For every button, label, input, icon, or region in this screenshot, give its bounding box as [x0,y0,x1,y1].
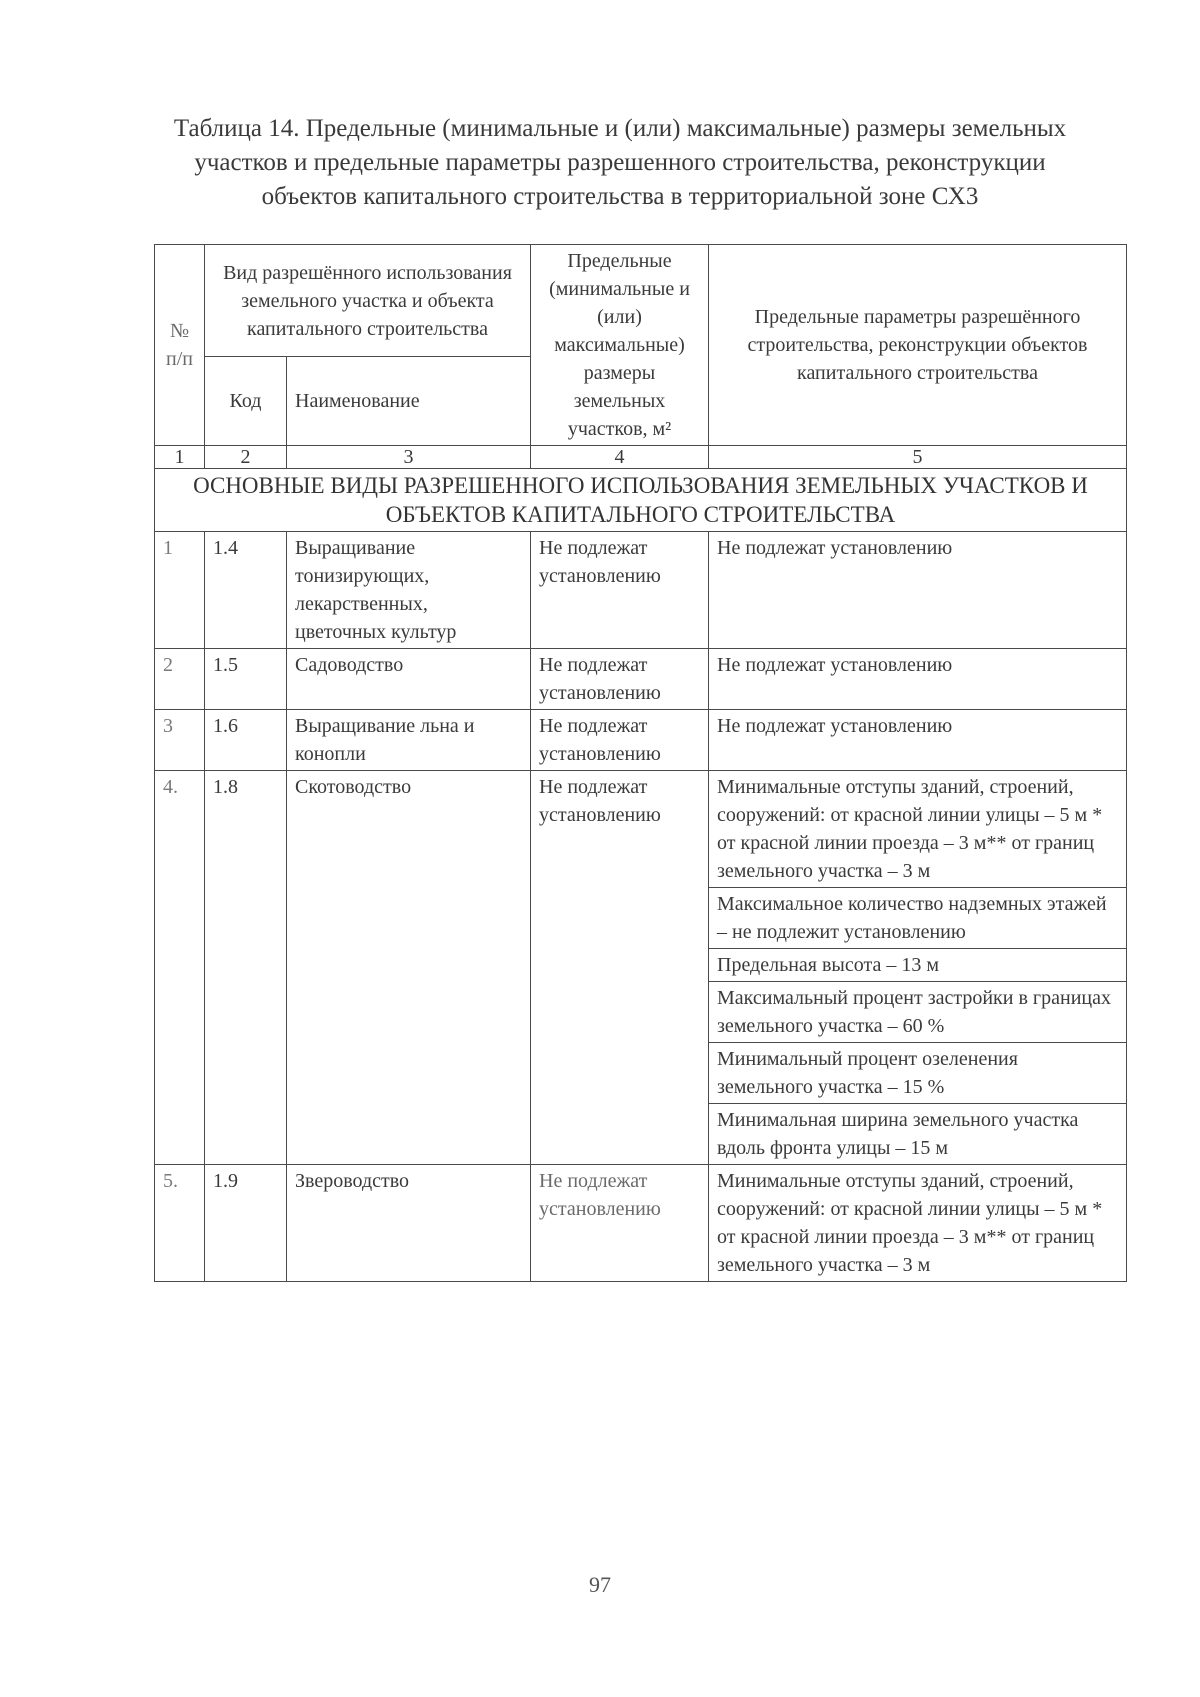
column-number: 2 [205,446,287,469]
row-params: Не подлежат установлению [709,532,1127,649]
row-code: 1.8 [205,771,287,1165]
table-row [155,649,1127,710]
page-title: Таблица 14. Предельные (минимальные и (или) максимальные) размеры земельных участков и предельные параметры разрешенного строительства, реконструкции объектов капитального строительства в территориальной зоне СХ3 [173,115,1067,210]
header-num: № п/п [155,245,205,446]
row-sizes: Не подлежат установлению [531,532,709,649]
row-name: Садоводство [287,649,531,710]
row-sizes: Не подлежат установлению [531,771,709,1165]
table-row [155,1165,1127,1282]
row-param: Максимальное количество надземных этажей – не подлежит установлению [709,888,1127,949]
row-params: Минимальные отступы зданий, строений, сооружений: от красной линии улицы – 5 м * от красной линии проезда – 3 м** от границ земельного участка – 3 м [709,1165,1127,1282]
row-number: 1 [155,532,205,649]
row-param: Минимальный процент озеленения земельного участка – 15 % [709,1043,1127,1104]
row-sizes: Не подлежат установлению [531,710,709,771]
row-sizes: Не подлежат установлению [531,1165,709,1282]
page-number: 97 [589,1572,611,1597]
row-code: 1.6 [205,710,287,771]
row-code: 1.4 [205,532,287,649]
row-number: 3 [155,710,205,771]
table-row [155,710,1127,771]
limits-table [154,244,1127,1282]
header-params: Предельные параметры разрешённого строительства, реконструкции объектов капитального строительства [709,245,1127,446]
section-row [155,469,1127,532]
column-number: 4 [531,446,709,469]
header-vid: Вид разрешённого использования земельного участка и объекта капитального строительства [205,245,531,357]
row-params: Не подлежат установлению [709,710,1127,771]
column-number: 3 [287,446,531,469]
row-name: Звероводство [287,1165,531,1282]
row-code: 1.5 [205,649,287,710]
header-sizes: Предельные (минимальные и (или) максимальные) размеры земельных участков, м² [531,245,709,446]
row-name: Выращивание тонизирующих, лекарственных, цветочных культур [287,532,531,649]
column-number: 1 [155,446,205,469]
row-name: Выращивание льна и конопли [287,710,531,771]
row-param: Максимальный процент застройки в границах земельного участка – 60 % [709,982,1127,1043]
row-sizes: Не подлежат установлению [531,649,709,710]
header-code: Код [205,357,287,446]
column-numbers-row [155,446,1127,469]
column-number: 5 [709,446,1127,469]
row-number: 4. [155,771,205,1165]
row-param: Минимальная ширина земельного участка вдоль фронта улицы – 15 м [709,1104,1127,1165]
row-number: 5. [155,1165,205,1282]
table-row [155,771,1127,888]
table-row [155,532,1127,649]
section-title: ОСНОВНЫЕ ВИДЫ РАЗРЕШЕННОГО ИСПОЛЬЗОВАНИЯ ЗЕМЕЛЬНЫХ УЧАСТКОВ И ОБЪЕКТОВ КАПИТАЛЬНОГО СТРОИТЕЛЬСТВА [155,469,1127,532]
row-code: 1.9 [205,1165,287,1282]
row-number: 2 [155,649,205,710]
header-name: Наименование [287,357,531,446]
row-params: Не подлежат установлению [709,649,1127,710]
header-row-1 [155,245,1127,357]
row-param: Предельная высота – 13 м [709,949,1127,982]
row-param: Минимальные отступы зданий, строений, сооружений: от красной линии улицы – 5 м * от красной линии проезда – 3 м** от границ земельного участка – 3 м [709,771,1127,888]
row-name: Скотоводство [287,771,531,1165]
